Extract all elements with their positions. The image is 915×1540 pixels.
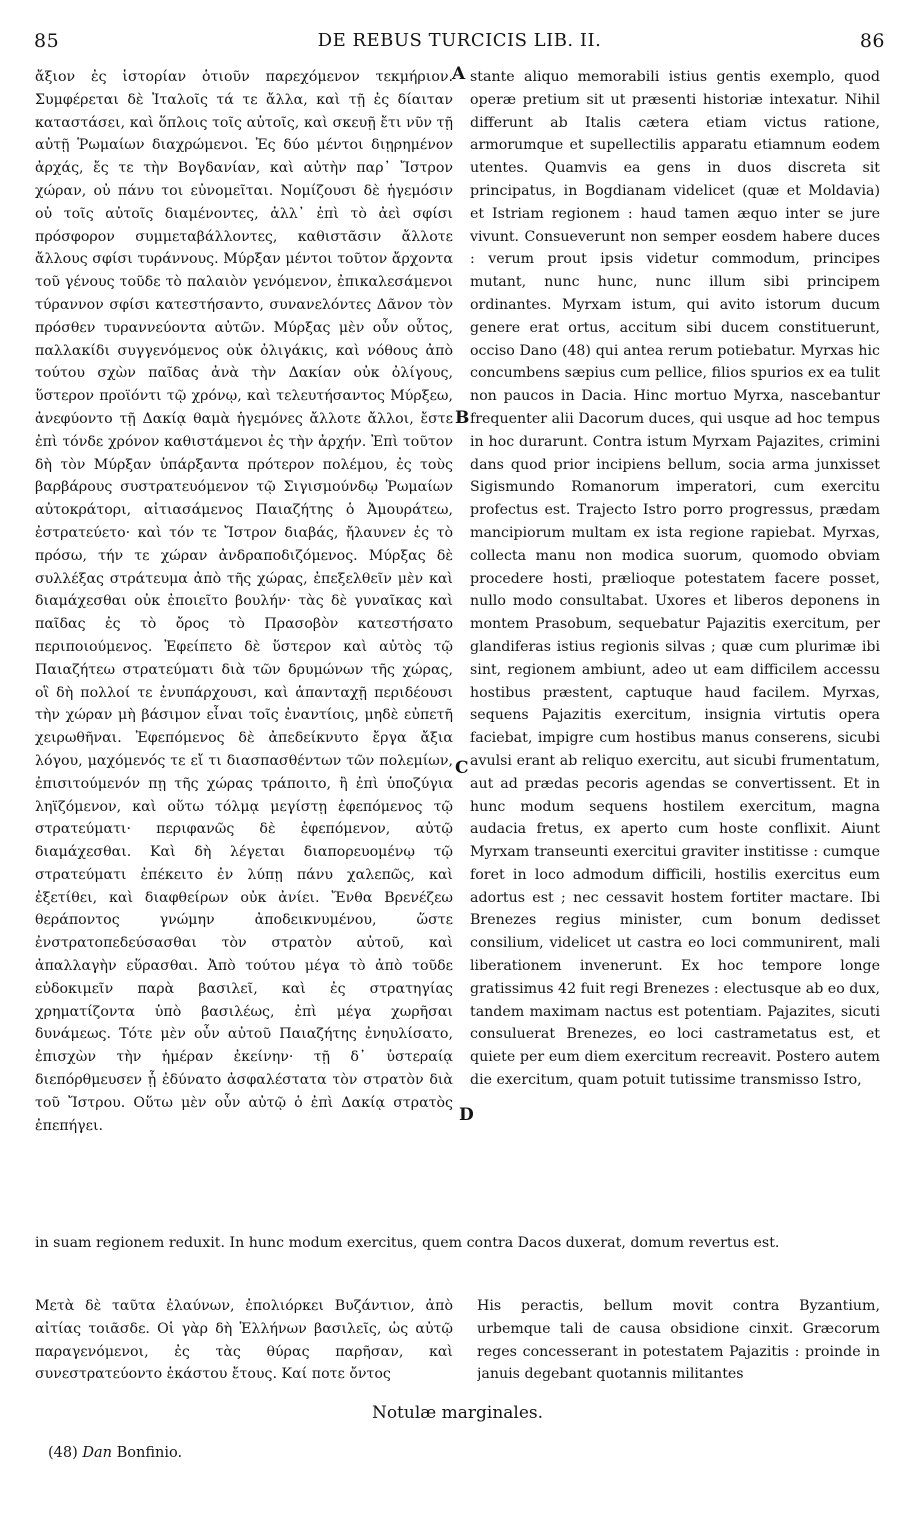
section-marker-d: D [459,1105,474,1125]
running-title: DE REBUS TURCICIS LIB. II. [317,30,602,51]
running-header [34,30,885,56]
greek-column-main: ἄξιον ἐς ἱστορίαν ὁτιοῦν παρεχόμενον τεκμήριον. Συμφέρεται δὲ Ἰταλοῖς τά τε ἄλλα, καὶ τῇ ἐς δίαιταν καταστάσει, καὶ ὅπλοις τοῖς αὐτοῖς, καὶ σκευῇ ἔτι νῦν τῇ αὐτῇ Ῥωμαίων διαχρώμενοι. Ἐς δύο μέντοι διῃρημένον ἀρχάς, ἔς τε τὴν Βογδανίαν, καὶ αὐτὴν παρ᾽ Ἴστρον χώραν, οὐ πάνυ τοι εὐνομεῖται. Νομίζουσι δὲ ἡγεμόσιν οὐ τοῖς αὐτοῖς διαμένοντες, ἀλλ᾽ ἐπὶ τὸ ἀεὶ σφίσι πρόσφορον συμμεταβάλλοντες, καθιστᾶσιν ἄλλοτε ἄλλους σφίσι τυράννους. Μύρξαν μέντοι τοῦτον ἄρχοντα τοῦ γένους τοῦδε τὸ παλαιὸν γενόμενον, ἐπικαλεσάμενοι τύραννον σφίσι κατεστήσαντο, συνανελόντες Δᾶνον τὸν πρόσθεν τυραννεύοντα αὐτῶν. Μύρξας μὲν οὖν οὗτος, παλλακίδι συγγενόμενος οὐκ ὀλιγάκις, καὶ νόθους ἀπὸ τούτου σχὼν παῖδας ἀνὰ τὴν Δακίαν οὐκ ὀλίγους, ὕστερον προϊόντι τῷ χρόνῳ, καὶ τελευτήσαντος Μύρξεω, ἀνεφύοντο τῇ Δακίᾳ θαμὰ ἡγεμόνες ἄλλοτε ἄλλοι, ἔστε ἐπὶ τόνδε χρόνον καθιστάμενοι ἐς τὴν ἀρχήν. Ἐπὶ τοῦτον δὴ τὸν Μύρξαν ὑπάρξαντα πρότερον πολέμου, ἐς τοὺς βαρβάρους συστρατευόμενον τῷ Σιγισμούνδῳ Ῥωμαίων αὐτοκράτορι, αἰτιασάμενος Παιαζήτης ὁ Ἀμουράτεω, ἐστρατεύετο· καὶ τόν τε Ἴστρον διαβάς, ἤλαυνεν ἐς τὸ πρόσω, τήν τε χώραν ἀνδραποδιζόμενος. Μύρξας δὲ συλλέξας στράτευμα ἀπὸ τῆς χώρας, ἐπεξελθεῖν μὲν καὶ διαμάχεσθαι οὐκ ἐποιεῖτο βουλήν· τὰς δὲ γυναῖκας καὶ παῖδας ἐς τὸ ὄρος τὸ Πρασοβὸν κατεστήσατο περιποιούμενος. Ἐφείπετο δὲ ὕστερον καὶ αὐτὸς τῷ Παιαζήτεω στρατεύματι διὰ τῶν δρυμώνων τῆς χώρας, οἳ δὴ πολλοί τε ἐνυπάρχουσι, καὶ ἁπανταχῇ περιδέουσι τὴν χώραν μὴ βάσιμον εἶναι τοῖς ἐναντίοις, μηδὲ εὐπετῆ χειρωθῆναι. Ἐφεπόμενος δὲ ἀπεδείκνυτο ἔργα ἄξια λόγου, μαχόμενός τε εἴ τι διασπασθέντων τῶν πολεμίων, ἐπισιτούμενόν πῃ τῆς χώρας τράποιτο, ἢ ἐπὶ ὑποζύγια ληϊζόμενον, καὶ οὕτω τόλμᾳ μεγίστῃ ἐφεπόμενος τῷ στρατεύματι· περιφανῶς δὲ ἐφεπόμενον, αὐτῷ διαμάχεσθαι. Καὶ δὴ λέγεται διαπορευομένῳ τῷ στρατεύματι ἐπέκειτο ἐν λύπῃ πάνυ χαλεπῶς, καὶ ἐξετίθει, καὶ διαφθείρων οὐκ ἀνίει. Ἔνθα Βρενέζεω θεράποντος γνώμην ἀποδεικνυμένου, ὥστε ἐνστρατοπεδεύσασθαι τὸν στρατὸν αὐτοῦ, καὶ ἀπαλλαγὴν εὕρασθαι. Ἀπὸ τούτου μέγα τὸ ἀπὸ τοῦδε εὐδοκιμεῖν παρὰ βασιλεῖ, καὶ ἐς στρατηγίας χρηματίζοντα ὑπὸ βασιλέως, ἐπὶ μέγα χωρῆσαι δυνάμεως. Τότε μὲν οὖν αὐτοῦ Παιαζήτης ἐνηυλίσατο, ἐπισχὼν τὴν ἡμέραν ἐκείνην· τῇ δ᾽ ὑστεραίᾳ διεπόρθμευσεν ᾗ ἐδύνατο ἀσφαλέστατα τὸν στρατὸν διὰ τοῦ Ἴστρου. Οὕτω μὲν οὖν αὐτῷ ὁ ἐπὶ Δακίᾳ στρατὸς ἐπεπήγει. [35,69,453,1134]
latin-column-bottom: His peractis, bellum movit contra Byzantium, urbemque tali de causa obsidione cinxit. Græcorum reges concesserant in potestatem Pajazitis : proinde in januis degebant quotannis militantes [477,1298,880,1383]
latin-full-width-line: in suam regionem reduxit. In hunc modum exercitus, quem contra Dacos duxerat, domum revertus est. [35,1235,780,1251]
marginal-notes-heading: Notulæ marginales. [371,1403,544,1423]
page-number-right: 86 [859,30,885,52]
section-marker-a: A [452,64,466,84]
footnote-word: Dan [82,1445,112,1461]
footnote [48,1445,182,1461]
latin-column-main: stante aliquo memorabili istius gentis exemplo, quod operæ pretium sit ut præsenti historiæ intexatur. Nihil differunt ab Italis cætera etiam victus ratione, armorumque et supellectilis apparatu etiamnum eodem utentes. Quamvis ea gens in duos discreta sit principatus, in Bogdianam videlicet (quæ et Moldavia) et Istriam regionem : haud tamen æquo inter se jure vivunt. Consueverunt non semper eosdem habere duces : verum prout ipsis videtur commodum, principes mutant, nunc hunc, nunc illum sibi principem ordinantes. Myrxam istum, qui avito istorum ducum genere erat ortus, accitum sibi ducem constituerunt, occiso Dano (48) qui antea rerum potiebatur. Myrxas hic concumbens sæpius cum pellice, filios spurios ex ea tulit non paucos in Dacia. Hinc mortuo Myrxa, nascebantur frequenter alii Dacorum duces, qui usque ad hoc tempus in hoc durarunt. Contra istum Myrxam Pajazites, crimini dans quod prior incipiens bellum, socia arma junxisset Sigismundo Romanorum imperatori, cum exercitu profectus est. Trajecto Istro porro progressus, prædam mancipiorum multam ex ista regione rapiebat. Myrxas, collecta manu non modica suorum, quomodo obviam procedere hosti, prælioque potestatem facere posset, nullo modo consultabat. Uxores et liberos deponens in montem Prasobum, sequebatur Pajazitis exercitum, per glandiferas istius regionis silvas ; quæ cum plurimæ ibi sint, regionem ambiunt, adeo ut eam difficilem accessu hostibus præstent, captuque haud facilem. Myrxas, sequens Pajazitis exercitum, insignia virtutis opera faciebat, impigre cum hostibus manus conserens, sicubi avulsi erant ab reliquo exercitu, aut sicubi frumentatum, aut ad prædas pecoris agendas se convertissent. Et in hunc modum sequens hostilem exercitum, magna audacia fretus, ex aperto cum hoste conflixit. Aiunt Myrxam transeunti exercitui graviter institisse : cumque foret in loco admodum difficili, hostilis exercitus eum adortus est ; nec cessavit hostem fortiter mactare. Ibi Brenezes regius minister, cum bonum dedisset consilium, videlicet ut castra eo loci communirent, mali liberationem invenerunt. Ex hoc tempore longe gratissimus 42 fuit regi Brenezes : electusque ab eo dux, tandem maximam nactus est potentiam. Pajazites, sicuti consuluerat Brenezes, eo loci castrametatus est, et quiete per eum diem exercitum recreavit. Postero autem die exercitum, quam potuit tutissime transmisso Istro, [470,69,880,1089]
section-marker-c: C [455,758,469,778]
footnote-number: (48) [48,1445,78,1461]
section-marker-b: B [455,408,470,428]
page-number-left: 85 [34,30,60,52]
greek-column-bottom: Μετὰ δὲ ταῦτα ἐλαύνων, ἐπολιόρκει Βυζάντιον, ἀπὸ αἰτίας τοιᾶσδε. Οἱ γὰρ δὴ Ἑλλήνων βασιλεῖς, ὡς αὐτῷ παραγενόμενοι, ἐς τὰς θύρας παρῆσαν, καὶ συνεστρατεύοντο ἑκάστου ἔτους. Καί ποτε ὄντος [35,1298,453,1383]
footnote-source: Bonfinio. [116,1445,183,1461]
